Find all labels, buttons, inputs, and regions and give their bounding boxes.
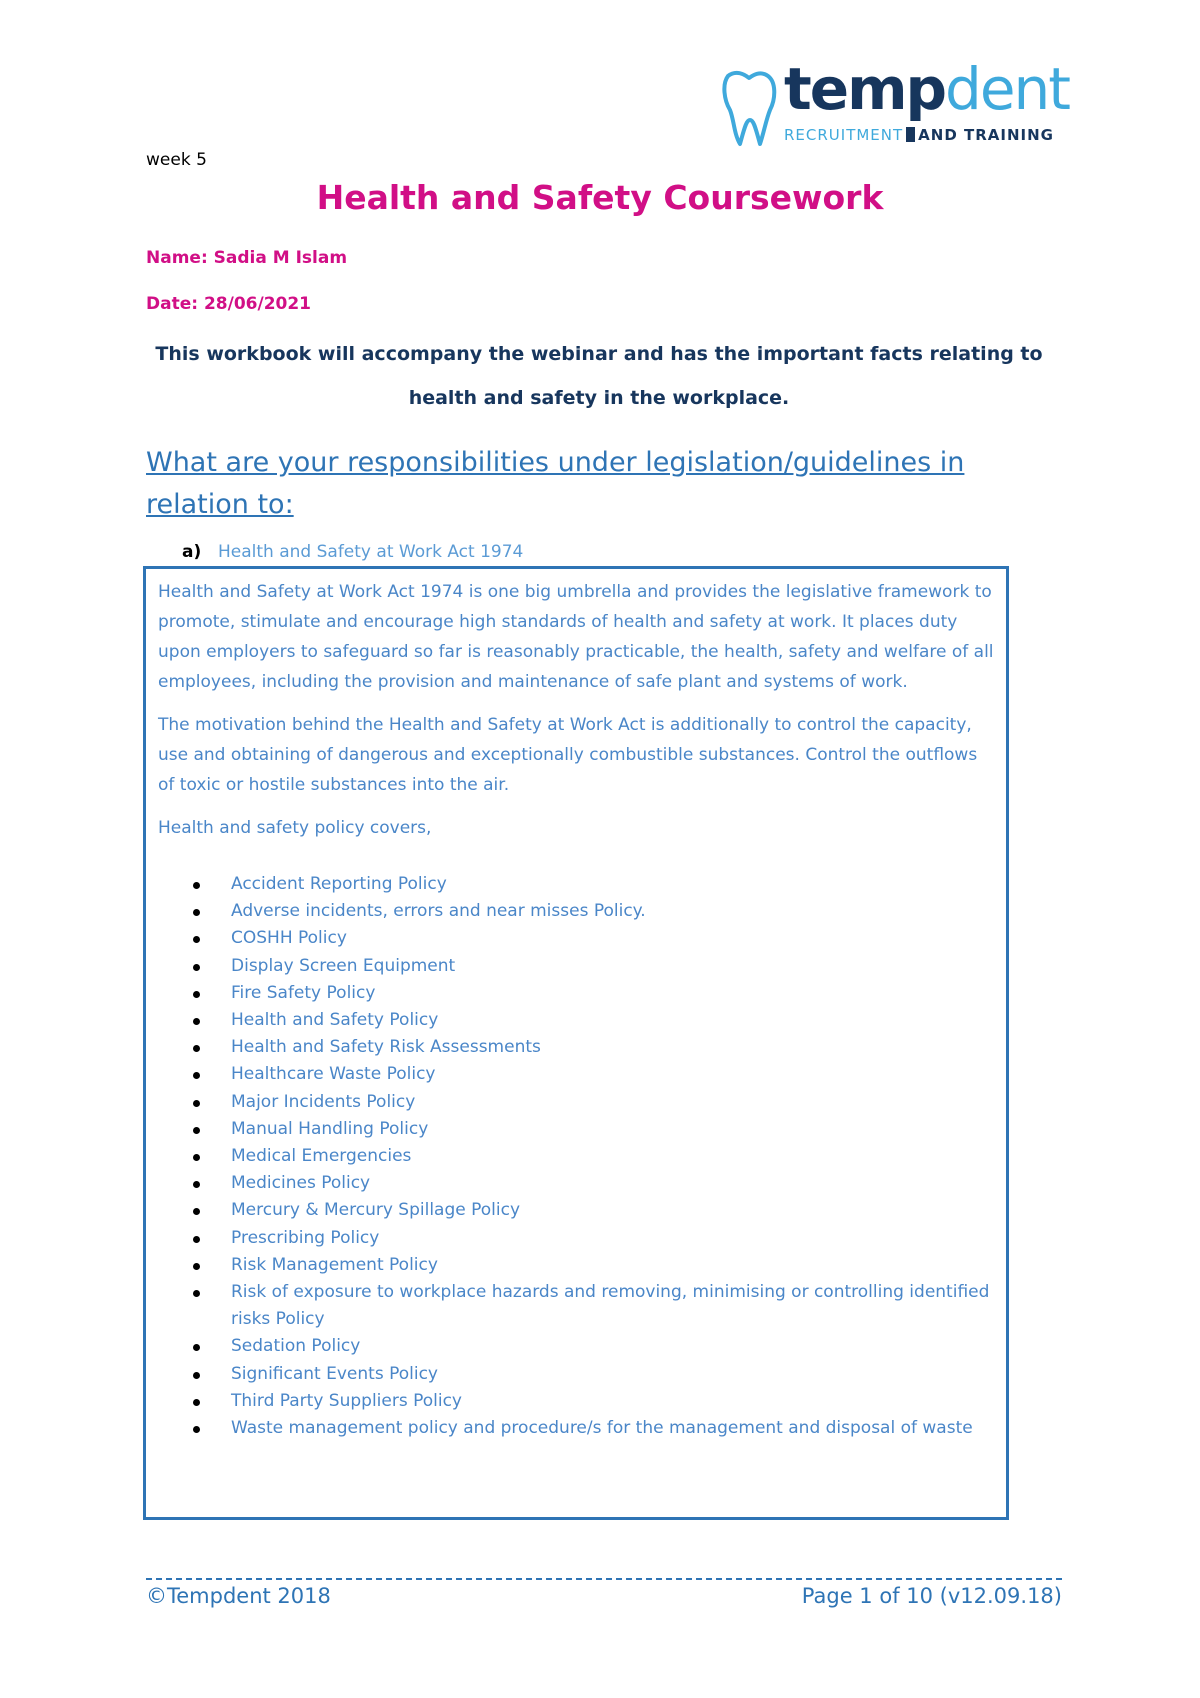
logo-word-temp: temp bbox=[784, 55, 946, 123]
policy-label: Third Party Suppliers Policy bbox=[231, 1390, 462, 1411]
student-name: Name: Sadia M Islam bbox=[146, 248, 348, 268]
list-item bbox=[158, 1279, 994, 1333]
policy-label: Medicines Policy bbox=[231, 1173, 371, 1194]
bullet-icon bbox=[193, 1154, 200, 1161]
list-item bbox=[158, 1197, 994, 1224]
list-item bbox=[158, 898, 994, 925]
bullet-icon bbox=[193, 909, 200, 916]
answer-paragraph-1: Health and Safety at Work Act 1974 is one big umbrella and provides the legislative framework to promote, stimulate and encourage high standards of health and safety at work. It places duty upon employers to safeguard so far is reasonably practicable, the health, safety and welfare of all employees, including the provision and maintenance of safe plant and systems of work. bbox=[158, 582, 994, 692]
bullet-icon bbox=[193, 1181, 200, 1188]
bullet-icon bbox=[193, 1127, 200, 1134]
bullet-icon bbox=[193, 1344, 200, 1351]
list-item bbox=[158, 1143, 994, 1170]
question-heading: What are your responsibilities under legislation/guidelines in relation to: bbox=[146, 447, 965, 520]
bullet-icon bbox=[193, 1426, 200, 1433]
bullet-icon bbox=[193, 1236, 200, 1243]
list-item bbox=[158, 1252, 994, 1279]
policy-label: Risk Management Policy bbox=[231, 1254, 438, 1275]
bullet-icon bbox=[193, 1072, 200, 1079]
tempdent-logo bbox=[720, 55, 1070, 154]
policy-list bbox=[158, 871, 994, 1442]
bullet-icon bbox=[193, 882, 200, 889]
bullet-icon bbox=[193, 1399, 200, 1406]
list-item bbox=[158, 925, 994, 952]
policy-label: Fire Safety Policy bbox=[231, 982, 376, 1003]
bullet-icon bbox=[193, 1263, 200, 1270]
bullet-icon bbox=[193, 1208, 200, 1215]
list-item bbox=[158, 1170, 994, 1197]
logo-sub-training: AND TRAINING bbox=[918, 126, 1054, 144]
page-title: Health and Safety Coursework bbox=[316, 178, 884, 217]
policy-label: Medical Emergencies bbox=[231, 1146, 412, 1167]
policy-label: Risk of exposure to workplace hazards and removing, minimising or controlling identified risks Policy bbox=[231, 1282, 990, 1330]
footer-copyright: ©Tempdent 2018 bbox=[146, 1584, 331, 1608]
logo-sub-recruitment: RECRUITMENT bbox=[784, 126, 904, 144]
bullet-icon bbox=[193, 991, 200, 998]
list-item bbox=[158, 1333, 994, 1360]
answer-paragraph-3: Health and safety policy covers, bbox=[158, 818, 432, 838]
policy-label: Prescribing Policy bbox=[231, 1227, 380, 1248]
list-item bbox=[158, 1061, 994, 1088]
list-item bbox=[158, 1116, 994, 1143]
list-item bbox=[158, 980, 994, 1007]
list-item bbox=[158, 1415, 994, 1442]
policy-label: Accident Reporting Policy bbox=[231, 874, 447, 894]
bullet-icon bbox=[193, 936, 200, 943]
bullet-icon bbox=[193, 1290, 200, 1297]
list-item bbox=[158, 1225, 994, 1252]
answer-paragraph-2: The motivation behind the Health and Safety at Work Act is additionally to control the capacity, use and obtaining of dangerous and exceptionally combustible substances. Control the outflows of toxic or hostile substances into the air. bbox=[158, 715, 978, 795]
policy-label: Display Screen Equipment bbox=[231, 955, 456, 976]
policy-label: Significant Events Policy bbox=[231, 1363, 438, 1384]
policy-label: COSHH Policy bbox=[231, 928, 347, 949]
tooth-icon bbox=[720, 70, 778, 150]
footer-page-number: Page 1 of 10 (v12.09.18) bbox=[801, 1584, 1062, 1608]
list-item bbox=[158, 1388, 994, 1415]
intro-text: This workbook will accompany the webinar and has the important facts relating to health and safety in the workplace. bbox=[155, 343, 1043, 409]
policy-label: Health and Safety Policy bbox=[231, 1010, 439, 1031]
list-item bbox=[158, 871, 994, 898]
list-item bbox=[158, 1034, 994, 1061]
policy-label: Mercury & Mercury Spillage Policy bbox=[231, 1200, 521, 1221]
bullet-icon bbox=[193, 1018, 200, 1025]
item-marker: a) bbox=[182, 542, 202, 562]
logo-sub-divider bbox=[906, 127, 915, 142]
bullet-icon bbox=[193, 964, 200, 971]
policy-label: Healthcare Waste Policy bbox=[231, 1064, 436, 1085]
logo-subtitle bbox=[784, 126, 1054, 144]
policy-label: Health and Safety Risk Assessments bbox=[231, 1037, 541, 1058]
logo-wordmark bbox=[784, 55, 1070, 123]
list-item bbox=[158, 1361, 994, 1388]
item-label: Health and Safety at Work Act 1974 bbox=[218, 542, 524, 562]
submission-date: Date: 28/06/2021 bbox=[146, 294, 312, 314]
bullet-icon bbox=[193, 1372, 200, 1379]
answer-box bbox=[143, 566, 1009, 1520]
policy-label: Waste management policy and procedure/s for the management and disposal of waste bbox=[231, 1418, 973, 1439]
bullet-icon bbox=[193, 1100, 200, 1107]
bullet-icon bbox=[193, 1045, 200, 1052]
list-item bbox=[158, 953, 994, 980]
policy-label: Sedation Policy bbox=[231, 1336, 361, 1357]
footer-divider bbox=[146, 1578, 1062, 1580]
policy-label: Major Incidents Policy bbox=[231, 1091, 416, 1112]
list-item bbox=[158, 1089, 994, 1116]
policy-label: Adverse incidents, errors and near misses Policy. bbox=[231, 901, 646, 922]
logo-word-dent: dent bbox=[945, 55, 1070, 123]
policy-label: Manual Handling Policy bbox=[231, 1118, 429, 1139]
week-label: week 5 bbox=[146, 150, 207, 170]
list-item bbox=[158, 1007, 994, 1034]
